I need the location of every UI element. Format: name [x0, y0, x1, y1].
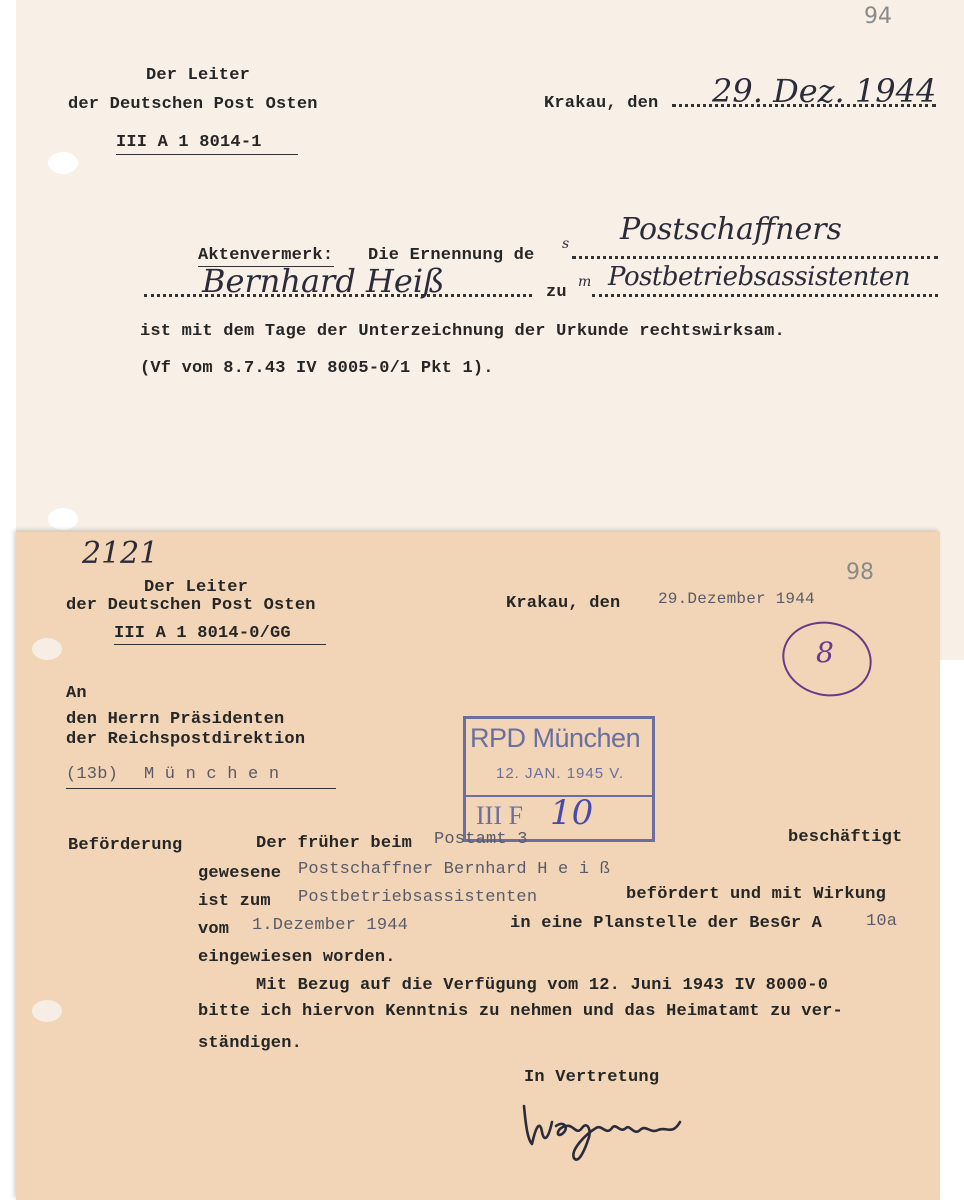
reference-number: III A 1 8014-0/GG — [114, 624, 291, 643]
body-l5: eingewiesen worden. — [198, 948, 396, 967]
letter-date: 29.Dezember 1944 — [658, 590, 815, 608]
body-l1-c: beschäftigt — [788, 828, 903, 847]
sender-line-1: Der Leiter — [144, 578, 249, 597]
punch-hole — [32, 1000, 62, 1022]
recipient-an: An — [66, 684, 87, 703]
body-l1-b: Postamt 3 — [434, 830, 528, 849]
body-l3-a: ist zum — [198, 892, 271, 911]
note-text-line1: Die Ernennung de — [368, 246, 535, 265]
body-l7: bitte ich hiervon Kenntnis zu nehmen und das Heimatamt zu ver- — [198, 1002, 843, 1021]
circled-number: 8 — [816, 636, 834, 669]
body-l2-b: Postschaffner Bernhard H e i ß — [298, 860, 611, 879]
place-date-label: Krakau, den — [544, 94, 659, 113]
subject-label: Beförderung — [68, 836, 183, 855]
page-number-pencil: 94 — [864, 4, 892, 29]
sender-line-1: Der Leiter — [146, 66, 251, 85]
recipient-line-2: der Reichspostdirektion — [66, 730, 306, 749]
body-l1-a: Der früher beim — [256, 834, 413, 853]
receipt-stamp — [463, 716, 655, 842]
handwritten-position-from: Postschaffners — [620, 212, 842, 247]
stamp-handwritten-number: 10 — [550, 793, 594, 833]
sender-line-2: der Deutschen Post Osten — [68, 95, 318, 114]
reference-number: III A 1 8014-1 — [116, 133, 262, 152]
body-l2-a: gewesene — [198, 864, 282, 883]
closing: In Vertretung — [524, 1068, 660, 1087]
body-l4-b: 1.Dezember 1944 — [252, 916, 409, 935]
note-text-line2: ist mit dem Tage der Unterzeichnung der Urkunde rechtswirksam. — [140, 322, 785, 341]
stamp-office: RPD München — [470, 723, 641, 753]
handwritten-name: Bernhard Heiß — [202, 262, 445, 300]
punch-hole — [32, 638, 62, 660]
body-l3-c: befördert und mit Wirkung — [626, 885, 887, 904]
body-l6: Mit Bezug auf die Verfügung vom 12. Juni 1943 IV 8000-0 — [256, 976, 829, 995]
dotted-line — [572, 256, 938, 259]
signature — [516, 1092, 696, 1177]
document-letter — [16, 532, 940, 1200]
handwritten-date: 29. Dez. 1944 — [712, 72, 937, 110]
handwritten-file-number: 2121 — [82, 536, 159, 571]
place-date-label: Krakau, den — [506, 594, 621, 613]
body-l8: ständigen. — [198, 1034, 303, 1053]
note-text-line3: (Vf vom 8.7.43 IV 8005-0/1 Pkt 1). — [140, 359, 494, 378]
recipient-city: M ü n c h e n — [144, 765, 280, 784]
handwritten-position-to: Postbetriebsassistenten — [608, 262, 910, 292]
reference-underline — [116, 154, 298, 155]
body-l4-d: 10a — [866, 912, 898, 931]
handwritten-suffix-m: m — [578, 274, 592, 290]
recipient-line-1: den Herrn Präsidenten — [66, 710, 285, 729]
dotted-line — [592, 294, 938, 297]
punch-hole — [48, 508, 78, 530]
sender-line-2: der Deutschen Post Osten — [66, 596, 316, 615]
note-label: Aktenvermerk: — [198, 246, 334, 265]
reference-underline — [114, 644, 326, 645]
stamp-department: III F — [476, 801, 523, 830]
handwritten-suffix-s: s — [562, 236, 570, 252]
body-l4-c: in eine Planstelle der BesGr A — [510, 914, 823, 933]
note-text-zu: zu — [546, 283, 567, 302]
page-number-pencil: 98 — [846, 560, 874, 585]
body-l3-b: Postbetriebsassistenten — [298, 888, 538, 907]
recipient-postcode: (13b) — [66, 765, 119, 784]
recipient-city-underline — [66, 788, 336, 789]
punch-hole — [48, 152, 78, 174]
stamp-date: 12. JAN. 1945 V. — [496, 765, 625, 782]
body-l4-a: vom — [198, 920, 230, 939]
